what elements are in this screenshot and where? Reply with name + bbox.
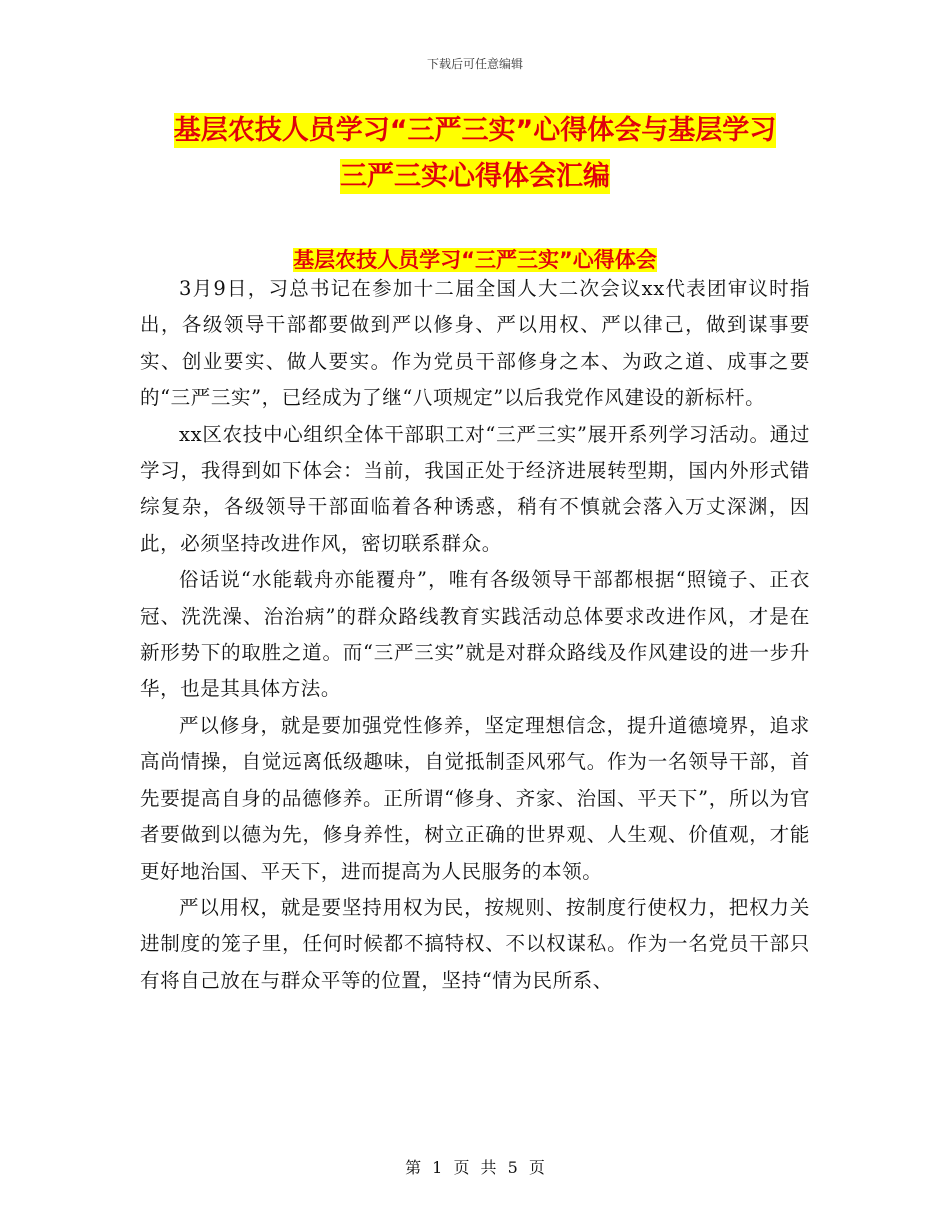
section-title-text: 基层农技人员学习“三严三实”心得体会 — [293, 248, 657, 272]
title-line-1: 基层农技人员学习“三严三实”心得体会与基层学习 — [173, 115, 777, 146]
header-note: 下载后可任意编辑 — [426, 57, 523, 71]
paragraph: 严以修身，就是要加强党性修养，坚定理想信念，提升道德境界，追求高尚情操，自觉远离低级趣味，自觉抵制歪风邪气。作为一名领导干部，首先要提高自身的品德修养。正所谓“修身、齐家、治国、平天下”，所以为官者要做到以德为先，修身养性，树立正确的世界观、人生观、价值观，才能更好地治国、平天下，进而提高为人民服务的本领。 — [140, 713, 810, 883]
paragraph: 严以用权，就是要坚持用权为民，按规则、按制度行使权力，把权力关进制度的笼子里，任何时候都不搞特权、不以权谋私。作为一名党员干部只有将自己放在与群众平等的位置，坚持“情为民所系、 — [140, 895, 810, 992]
title-line-2: 三严三实心得体会汇编 — [340, 161, 610, 192]
paragraph: 3月9日，习总书记在参加十二届全国人大二次会议xx代表团审议时指出，各级领导干部都要做到严以修身、严以用权、严以律己，做到谋事要实、创业要实、做人要实。作为党员干部修身之本、为政之道、成事之要的“三严三实”，已经成为了继“八项规定”以后我党作风建设的新标杆。 — [140, 277, 810, 410]
section-title — [0, 246, 950, 274]
paragraph: 俗话说“水能载舟亦能覆舟”，唯有各级领导干部都根据“照镜子、正衣冠、洗洗澡、治治病”的群众路线教育实践活动总体要求改进作风，才是在新形势下的取胜之道。而“三严三实”就是对群众路线及作风建设的进一步升华，也是其具体方法。 — [140, 568, 810, 701]
body-text — [140, 271, 810, 999]
page-number: 第 1 页 共 5 页 — [405, 1158, 545, 1177]
paragraph: xx区农技中心组织全体干部职工对“三严三实”展开系列学习活动。通过学习，我得到如下体会：当前，我国正处于经济进展转型期，国内外形式错综复杂，各级领导干部面临着各种诱惑，稍有不慎就会落入万丈深渊，因此，必须坚持改进作风，密切联系群众。 — [140, 422, 810, 555]
document-title — [0, 108, 950, 200]
